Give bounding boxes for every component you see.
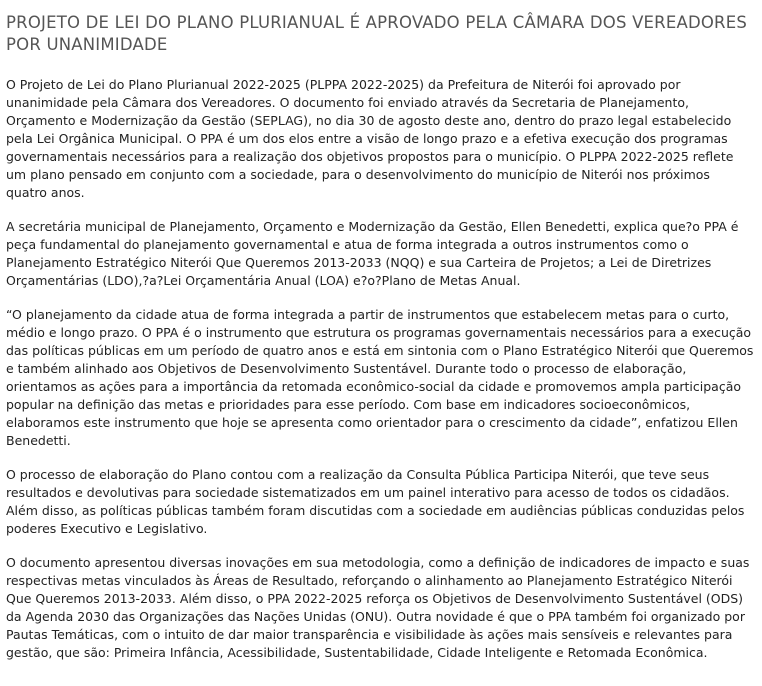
paragraph: A secretária municipal de Planejamento, Orçamento e Modernização da Gestão, Ellen Benedetti, explica que?o PPA é peça fundamental do planejamento governamental e atua de forma integrada a outros instrumentos como o Planejamento Estratégico Niterói Que Queremos 2013-2033 (NQQ) e sua Carteira de Projetos; a Lei de Diretrizes Orçamentárias (LDO),?a?Lei Orçamentária Anual (LOA) e?o?Plano de Metas Anual.	[6, 219, 739, 288]
article-title: PROJETO DE LEI DO PLANO PLURIANUAL É APROVADO PELA CÂMARA DOS VEREADORES POR UNANIMIDADE	[6, 13, 748, 54]
paragraph: O processo de elaboração do Plano contou com a realização da Consulta Pública Participa Niterói, que teve seus resultados e devolutivas para sociedade sistematizados em um painel interativo para acesso de todos os cidadãos. Além disso, as políticas públicas também foram discutidas com a sociedade em audiências públicas conduzidas pelos poderes Executivo e Legislativo.	[6, 467, 745, 536]
paragraph: O documento apresentou diversas inovações em sua metodologia, como a definição de indicadores de impacto e suas respectivas metas vinculados às Áreas de Resultado, reforçando o alinhamento ao Planejamento Estratégico Niterói Que Queremos 2013-2033. Além disso, o PPA 2022-2025 reforça os Objetivos de Desenvolvimento Sustentável (ODS) da Agenda 2030 das Organizações das Nações Unidas (ONU). Outra novidade é que o PPA também foi organizado por Pautas Temáticas, com o intuito de dar maior transparência e visibilidade às ações mais sensíveis e relevantes para gestão, que são: Primeira Infância, Acessibilidade, Sustentabilidade, Cidade Inteligente e Retomada Econômica.	[6, 555, 750, 660]
article	[6, 12, 754, 678]
article-body	[6, 76, 754, 662]
paragraph: “O planejamento da cidade atua de forma integrada a partir de instrumentos que estabelecem metas para o curto, médio e longo prazo. O PPA é o instrumento que estrutura os programas governamentais necessários para a execução das políticas públicas em um período de quatro anos e está em sintonia com o Plano Estratégico Niterói que Queremos e também alinhado aos Objetivos de Desenvolvimento Sustentável. Durante todo o processo de elaboração, orientamos as ações para a importância da retomada econômico-social da cidade e promovemos ampla participação popular na definição das metas e prioridades para esse período. Com base em indicadores socioeconômicos, elaboramos este instrumento que hoje se apresenta como orientador para o crescimento da cidade”, enfatizou Ellen Benedetti.	[6, 307, 754, 448]
paragraph: O Projeto de Lei do Plano Plurianual 2022-2025 (PLPPA 2022-2025) da Prefeitura de Niterói foi aprovado por unanimidade pela Câmara dos Vereadores. O documento foi enviado através da Secretaria de Planejamento, Orçamento e Modernização da Gestão (SEPLAG), no dia 30 de agosto deste ano, dentro do prazo legal estabelecido pela Lei Orgânica Municipal. O PPA é um dos elos entre a visão de longo prazo e a efetiva execução dos programas governamentais necessários para a realização dos objetivos propostos para o município. O PLPPA 2022-2025 reflete um plano pensado em conjunto com a sociedade, para o desenvolvimento do município de Niterói nos próximos quatro anos.	[6, 77, 734, 200]
